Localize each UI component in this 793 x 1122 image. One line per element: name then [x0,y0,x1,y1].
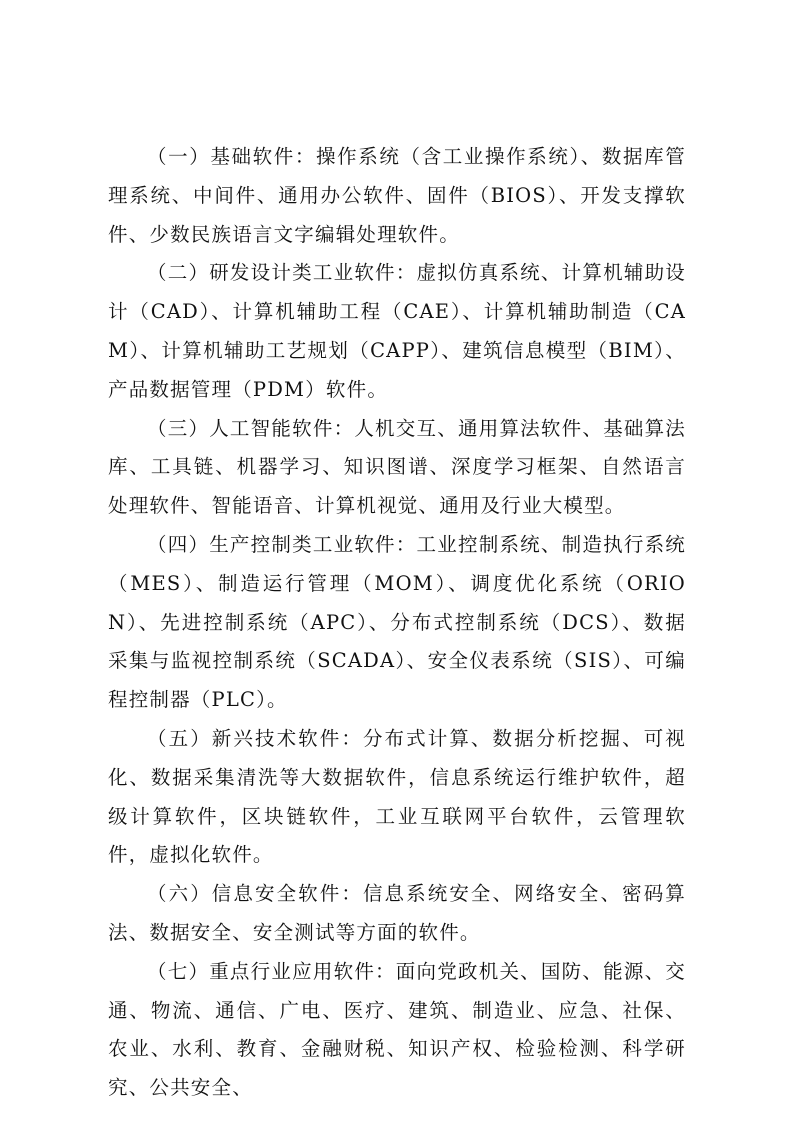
paragraph-basic-software: （一）基础软件：操作系统（含工业操作系统）、数据库管理系统、中间件、通用办公软件、固件（BIOS）、开发支撑软件、少数民族语言文字编辑处理软件。 [108,145,686,246]
paragraph-emerging-tech-software: （五）新兴技术软件：分布式计算、数据分析挖掘、可视化、数据采集清洗等大数据软件，信息系统运行维护软件，超级计算软件，区块链软件，工业互联网平台软件，云管理软件，虚拟化软件。 [108,726,686,867]
paragraph-rd-design-software: （二）研发设计类工业软件：虚拟仿真系统、计算机辅助设计（CAD）、计算机辅助工程（CAE）、计算机辅助制造（CAM）、计算机辅助工艺规划（CAPP）、建筑信息模型（BIM）、产品数据管理（PDM）软件。 [108,261,686,401]
document-body [108,138,686,1108]
paragraph-ai-software: （三）人工智能软件：人机交互、通用算法软件、基础算法库、工具链、机器学习、知识图谱、深度学习框架、自然语言处理软件、智能语音、计算机视觉、通用及行业大模型。 [108,416,686,518]
paragraph-information-security-software: （六）信息安全软件：信息系统安全、网络安全、密码算法、数据安全、安全测试等方面的软件。 [108,882,686,944]
paragraph-production-control-software: （四）生产控制类工业软件：工业控制系统、制造执行系统（MES）、制造运行管理（MOM）、调度优化系统（ORION）、先进控制系统（APC）、分布式控制系统（DCS）、数据采集与监视控制系统（SCADA）、安全仪表系统（SIS）、可编程控制器（PLC）。 [108,532,686,712]
paragraph-industry-application-software: （七）重点行业应用软件：面向党政机关、国防、能源、交通、物流、通信、广电、医疗、建筑、制造业、应急、社保、农业、水利、教育、金融财税、知识产权、检验检测、科学研究、公共安全、 [108,959,686,1100]
